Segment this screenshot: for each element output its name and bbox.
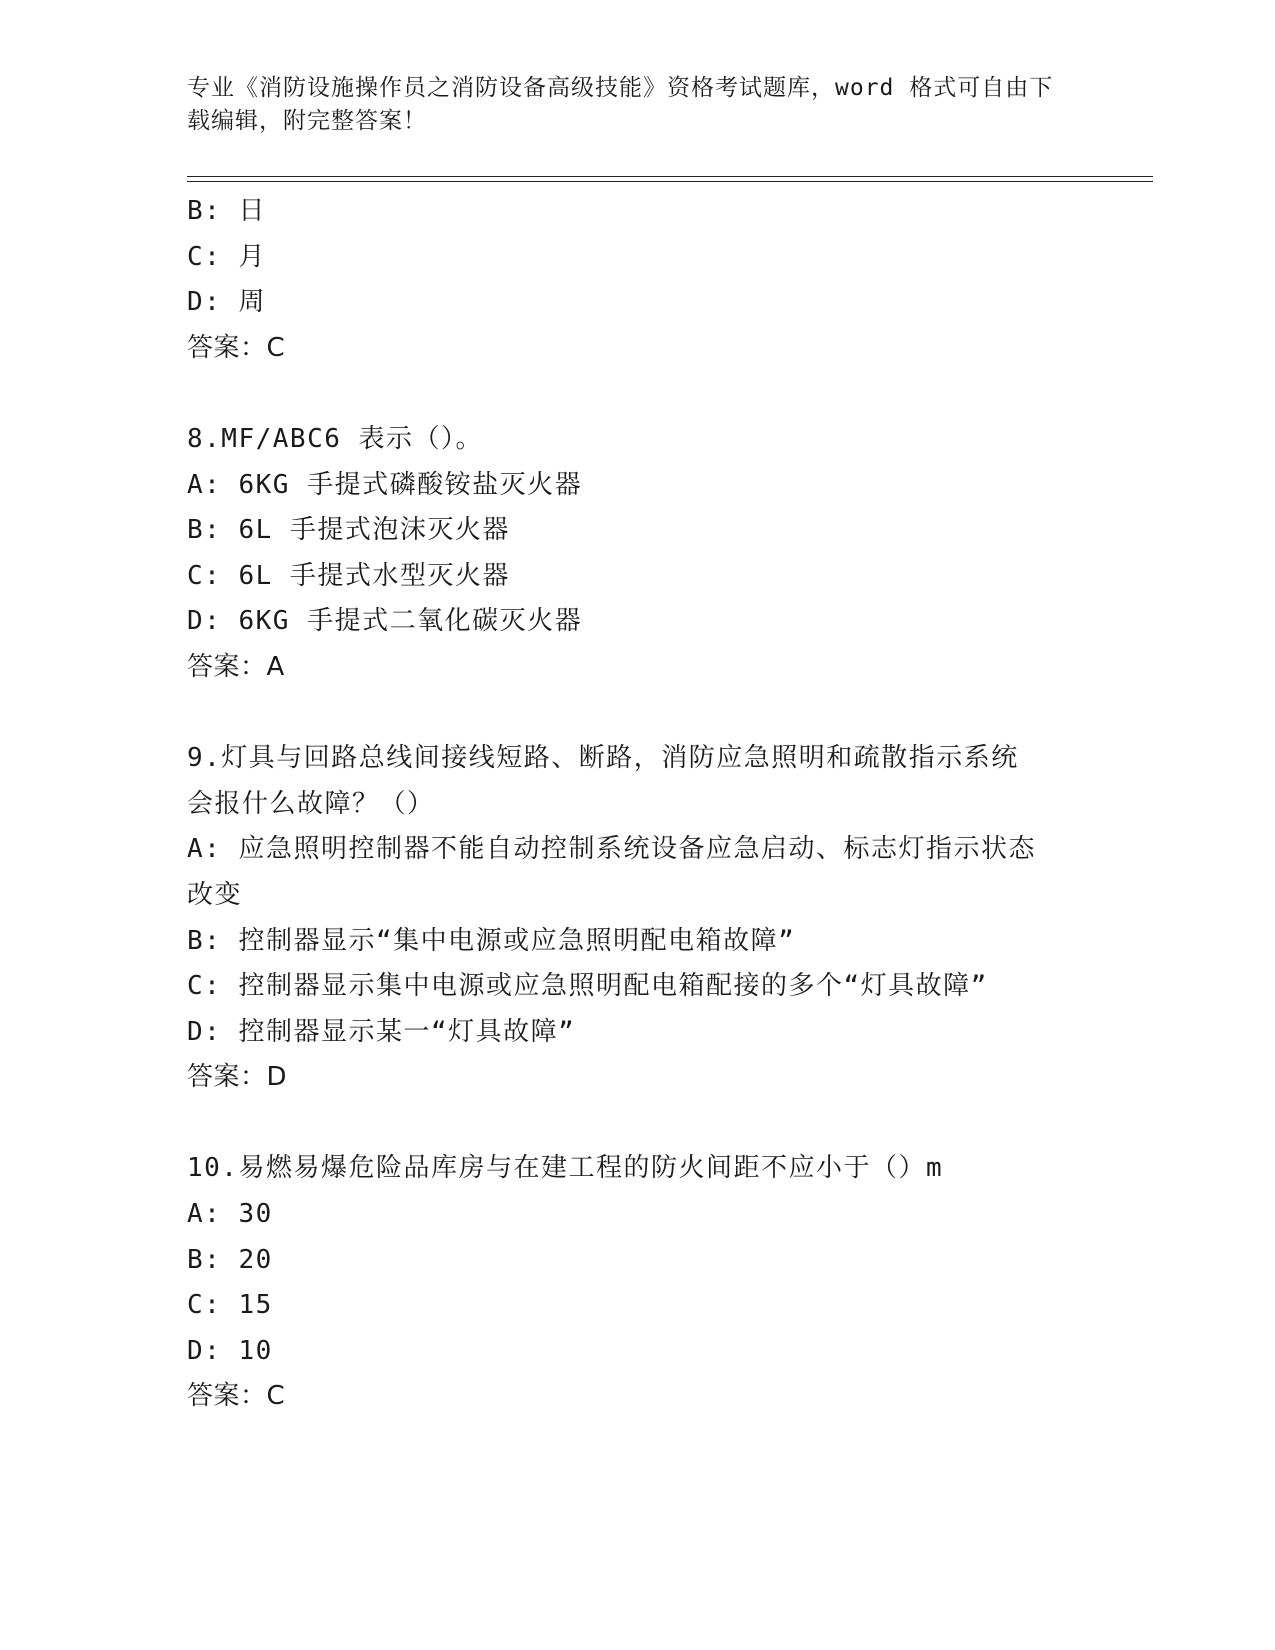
option-b: B: 20	[187, 1244, 273, 1275]
option-d: D: 周	[187, 287, 266, 318]
option-b: B: 6L 手提式泡沫灭火器	[187, 515, 510, 546]
option-a: A: 30	[187, 1199, 273, 1230]
option-c: C: 6L 手提式水型灭火器	[187, 560, 510, 591]
question-list	[187, 189, 1087, 1420]
question-stem-continued: 会报什么故障？（）	[187, 788, 435, 819]
answer: 答案：C	[187, 332, 286, 363]
spacer	[187, 691, 1087, 737]
option-a: A: 6KG 手提式磷酸铵盐灭火器	[187, 469, 583, 500]
option-c: C: 月	[187, 241, 266, 272]
question-10	[187, 1146, 1087, 1420]
header-line-1: 专业《消防设施操作员之消防设备高级技能》资格考试题库，word 格式可自由下	[187, 75, 1054, 101]
option-d: D: 10	[187, 1335, 273, 1366]
answer: 答案：D	[187, 1062, 288, 1093]
answer: 答案：C	[187, 1381, 286, 1412]
option-d: D: 控制器显示某一“灯具故障”	[187, 1016, 576, 1047]
option-b: B: 控制器显示“集中电源或应急照明配电箱故障”	[187, 925, 796, 956]
answer: 答案：A	[187, 651, 285, 682]
option-c: C: 15	[187, 1290, 273, 1321]
header-line-2: 载编辑，附完整答案！	[187, 108, 427, 134]
document-header	[187, 72, 1067, 138]
header-rule-top	[187, 176, 1153, 177]
spacer	[187, 371, 1087, 417]
question-8	[187, 417, 1087, 691]
header-rule-bottom	[187, 181, 1153, 182]
question-stem: 9.灯具与回路总线间接线短路、断路，消防应急照明和疏散指示系统	[187, 743, 1019, 774]
question-7	[187, 189, 1087, 371]
option-c: C: 控制器显示集中电源或应急照明配电箱配接的多个“灯具故障”	[187, 971, 988, 1002]
option-b: B: 日	[187, 196, 266, 226]
option-a: A: 应急照明控制器不能自动控制系统设备应急启动、标志灯指示状态	[187, 834, 1036, 865]
question-stem: 8.MF/ABC6 表示（）。	[187, 423, 484, 454]
option-d: D: 6KG 手提式二氧化碳灭火器	[187, 606, 583, 637]
spacer	[187, 1101, 1087, 1147]
question-stem: 10.易燃易爆危险品库房与在建工程的防火间距不应小于（）m	[187, 1153, 944, 1184]
question-9	[187, 736, 1087, 1101]
option-a-continued: 改变	[187, 879, 243, 910]
